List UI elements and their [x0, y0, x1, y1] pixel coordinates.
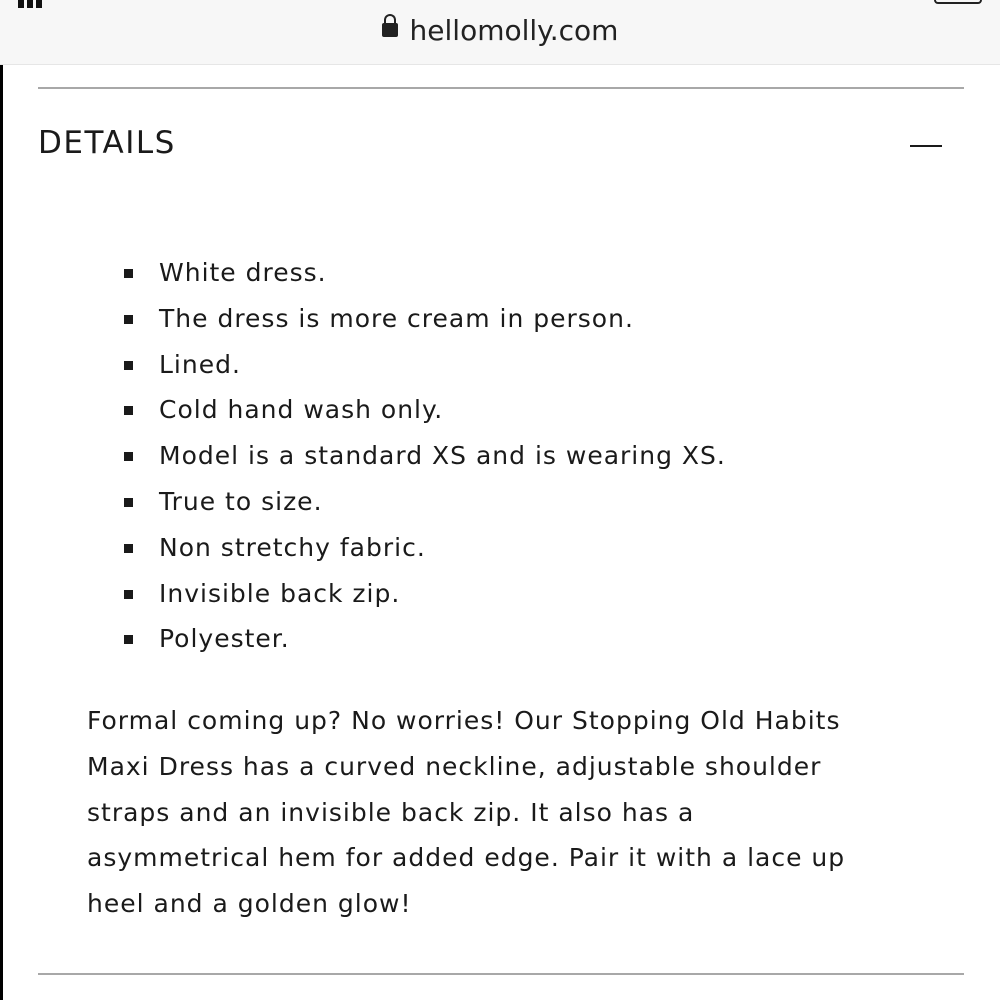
battery-icon	[934, 0, 982, 4]
list-item: Non stretchy fabric.	[124, 525, 726, 571]
list-item: Cold hand wash only.	[124, 387, 726, 433]
bullet-icon	[124, 498, 133, 507]
bullet-icon	[124, 269, 133, 278]
list-item: The dress is more cream in person.	[124, 296, 726, 342]
status-bar	[0, 0, 1000, 8]
list-item: Polyester.	[124, 616, 726, 662]
bullet-icon	[124, 361, 133, 370]
list-item: Invisible back zip.	[124, 571, 726, 617]
description-line: heel and a golden glow!	[87, 889, 412, 919]
divider-bottom	[38, 973, 964, 975]
description-line: Maxi Dress has a curved neckline, adjustable shoulder	[87, 751, 822, 781]
description-line: straps and an invisible back zip. It also has a	[87, 797, 695, 827]
details-accordion-header[interactable]	[38, 125, 964, 165]
minus-icon[interactable]	[910, 145, 942, 147]
browser-top-bar	[0, 0, 1000, 65]
lock-icon	[382, 23, 398, 37]
description-line: Formal coming up? No worries! Our Stopping Old Habits	[87, 706, 841, 735]
list-item: True to size.	[124, 479, 726, 525]
description-line: asymmetrical hem for added edge. Pair it with a lace up	[87, 843, 846, 873]
bullet-icon	[124, 406, 133, 415]
product-description	[87, 698, 927, 927]
bullet-icon	[124, 315, 133, 324]
divider-top	[38, 87, 964, 89]
bullet-icon	[124, 635, 133, 644]
bullet-icon	[124, 452, 133, 461]
list-item: White dress.	[124, 250, 726, 296]
battery-indicator	[926, 0, 982, 5]
list-item: Lined.	[124, 342, 726, 388]
bullet-icon	[124, 590, 133, 599]
list-item: Model is a standard XS and is wearing XS.	[124, 433, 726, 479]
url-text: hellomolly.com	[409, 14, 619, 47]
details-list	[124, 250, 726, 662]
signal-icon	[18, 0, 45, 14]
section-title: DETAILS	[38, 125, 176, 161]
frame-edge	[0, 60, 3, 1000]
bullet-icon	[124, 544, 133, 553]
address-bar[interactable]	[0, 14, 1000, 47]
